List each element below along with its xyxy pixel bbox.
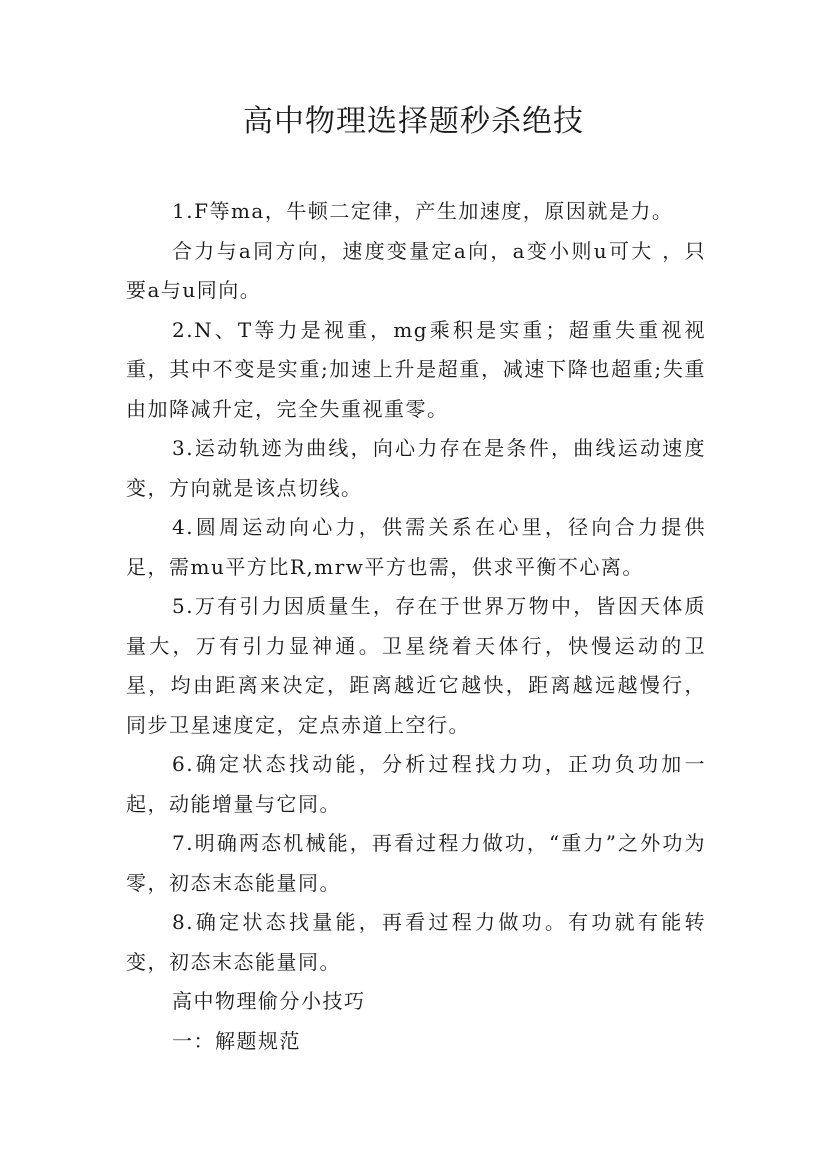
subsection-heading-standards: 一：解题规范 xyxy=(172,1028,301,1053)
section-heading-tips: 高中物理偷分小技巧 xyxy=(172,989,366,1013)
paragraph-gravitation: 5.万有引力因质量生，存在于世界万物中，皆因天体质量大，万有引力显神通。卫星绕着天体行，快慢运动的卫星，均由距离来决定，距离越近它越快，距离越远越慢行，同步卫星速度定，定点赤道上空行。 xyxy=(126,594,706,737)
paragraph-curved-motion: 3.运动轨迹为曲线，向心力存在是条件，曲线运动速度变，方向就是该点切线。 xyxy=(126,436,706,500)
paragraph-acceleration-direction: 合力与a同方向，速度变量定a向，a变小则u可大 ，只要a与u同向。 xyxy=(126,238,706,302)
paragraph-circular-motion: 4.圆周运动向心力，供需关系在心里，径向合力提供足，需mu平方比R,mrw平方也需，供求平衡不心离。 xyxy=(126,515,706,579)
paragraph-weight: 2.N、T等力是视重，mg乘积是实重；超重失重视视重，其中不变是实重;加速上升是超重，减速下降也超重;失重由加降减升定，完全失重视重零。 xyxy=(126,317,706,421)
document-body xyxy=(126,192,706,1061)
paragraph-newton-second-law: 1.F等ma，牛顿二定律，产生加速度，原因就是力。 xyxy=(172,199,674,223)
paragraph-energy-conservation: 8.确定状态找量能，再看过程力做功。有功就有能转变，初态末态能量同。 xyxy=(126,910,706,974)
document-title: 高中物理选择题秒杀绝技 xyxy=(243,104,584,139)
paragraph-mechanical-energy: 7.明确两态机械能，再看过程力做功，“重力”之外功为零，初态末态能量同。 xyxy=(126,831,706,895)
paragraph-kinetic-energy: 6.确定状态找动能，分析过程找力功，正功负功加一起，动能增量与它同。 xyxy=(126,752,706,816)
